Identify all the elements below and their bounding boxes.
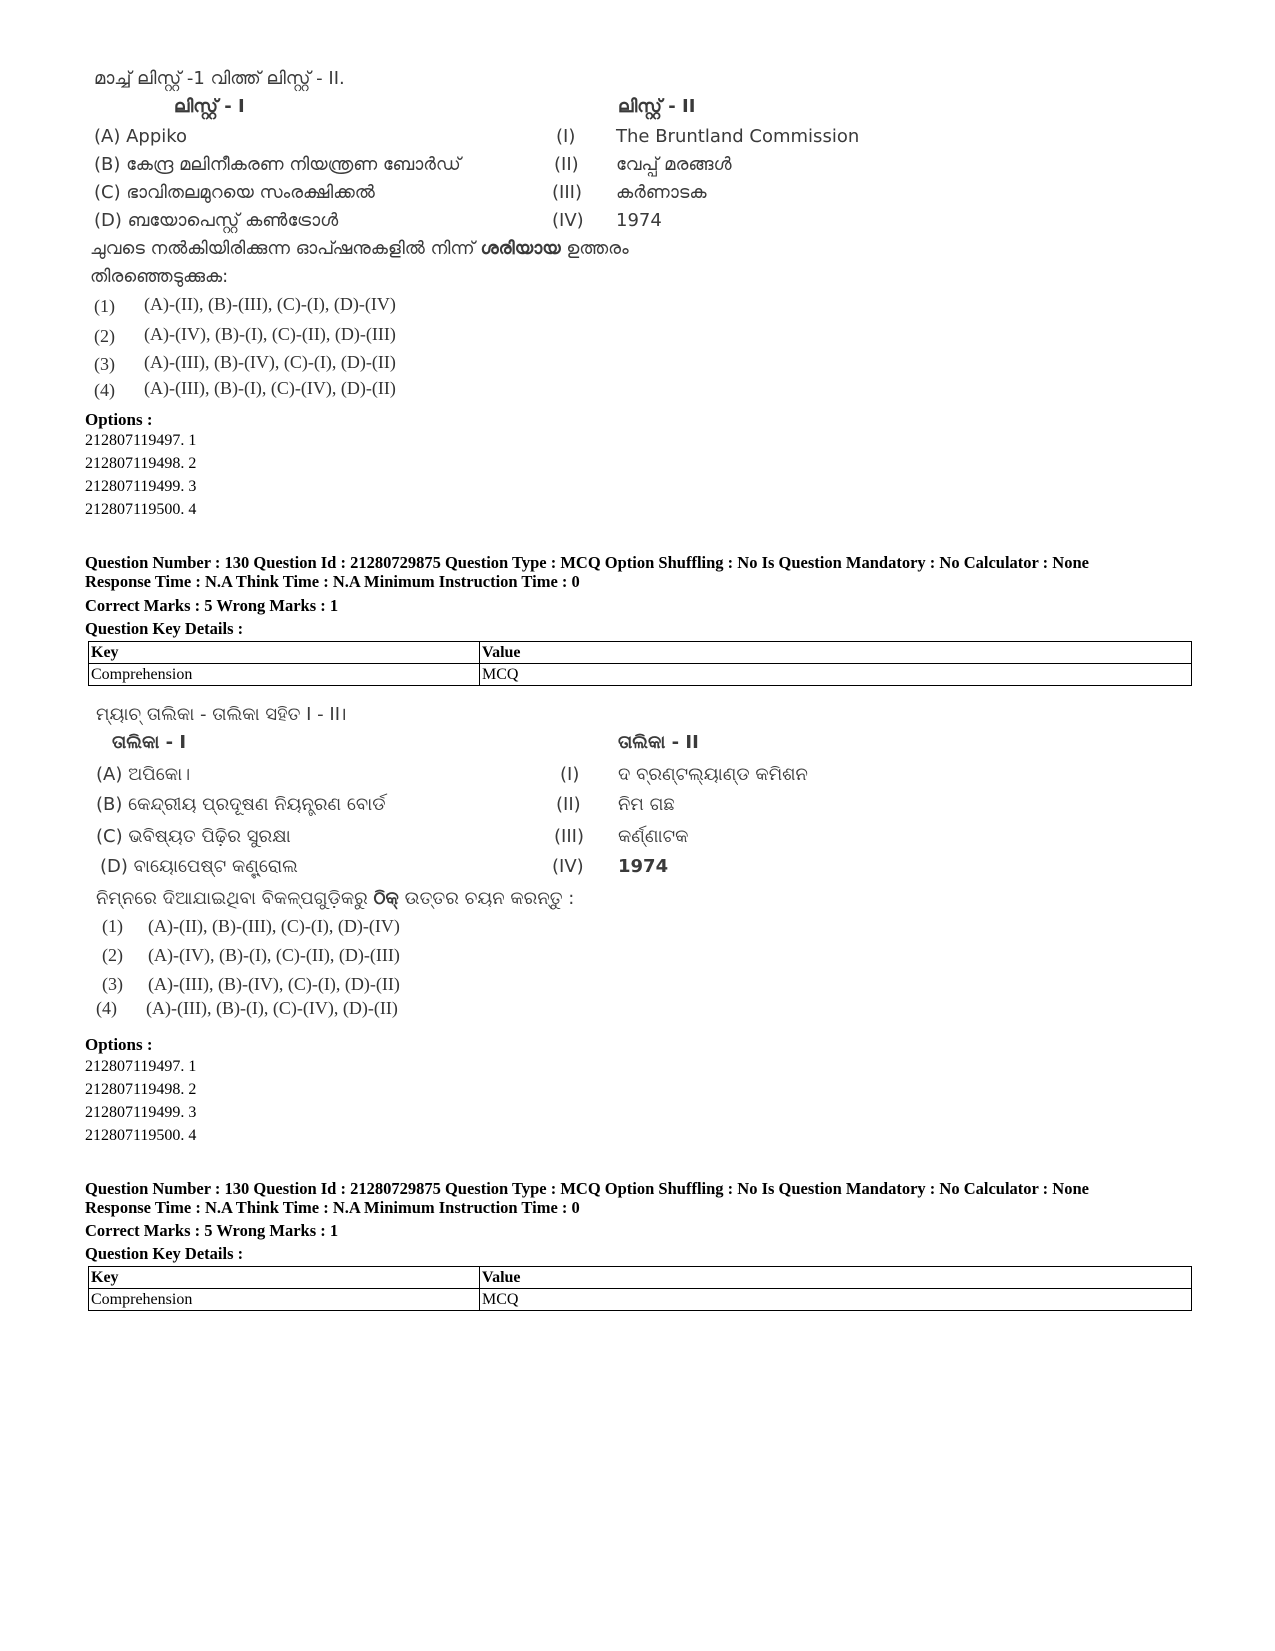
instruction-emphasis: ശരിയായ (480, 238, 561, 259)
question-title: മാച്ച് ലിസ്റ്റ് -1 വിത്ത് ലിസ്റ്റ് - II. (94, 68, 345, 89)
choice-text: (A)-(II), (B)-(III), (C)-(I), (D)-(IV) (148, 916, 400, 936)
list1-header: ലിസ്റ്റ് - I (174, 96, 245, 117)
list1-header: ତାଲିକା - I (112, 732, 187, 753)
table-cell: Comprehension (89, 664, 480, 686)
option-item: 212807119497. 1 (85, 1058, 197, 1075)
table-header-cell: Key (89, 642, 480, 664)
list-row-num: (I) (556, 126, 576, 147)
instruction-text: ഉത്തരം (566, 238, 629, 259)
list-row-right: 1974 (616, 210, 662, 231)
option-item: 212807119499. 3 (85, 1104, 197, 1121)
option-item: 212807119500. 4 (85, 501, 197, 518)
question-key-table (88, 641, 1192, 686)
choice-number: (3) (102, 974, 123, 994)
table-cell: MCQ (480, 664, 1192, 686)
option-item: 212807119498. 2 (85, 1081, 197, 1098)
option-item: 212807119500. 4 (85, 1127, 197, 1144)
table-header-row (89, 1267, 1192, 1289)
choice-text: (A)-(III), (B)-(I), (C)-(IV), (D)-(II) (146, 998, 398, 1018)
choice-number: (2) (94, 326, 115, 346)
choice-number: (3) (94, 354, 115, 374)
list-row-left: (D) ബയോപെസ്റ്റ് കൺട്രോൾ (94, 210, 339, 231)
list-row-num: (III) (552, 182, 582, 203)
list-row-left: (B) കേന്ദ്ര മലിനീകരണ നിയന്ത്രണ ബോർഡ് (94, 154, 461, 175)
options-label: Options : (85, 410, 153, 429)
option-item: 212807119498. 2 (85, 455, 197, 472)
list-row-left: (D) ବାୟୋପେଷ୍ଟ କଣ୍ଟ୍ରୋଲ (100, 856, 298, 877)
question-title: ମ୍ୟାଚ୍ ତାଲିକା - ତାଲିକା ସହିତ I - II। (96, 704, 347, 725)
list-row-right: କର୍ଣ୍ଣାଟକ (618, 826, 689, 847)
choice-text: (A)-(III), (B)-(IV), (C)-(I), (D)-(II) (144, 352, 396, 372)
question-meta-line: Response Time : N.A Think Time : N.A Minimum Instruction Time : 0 (85, 572, 580, 591)
options-label: Options : (85, 1035, 153, 1054)
list-row-left: (C) ഭാവിതലമുറയെ സംരക്ഷിക്കൽ (94, 182, 375, 203)
question-key-details-label: Question Key Details : (85, 1244, 244, 1263)
table-cell: MCQ (480, 1289, 1192, 1311)
question-meta-line: Question Number : 130 Question Id : 21280729875 Question Type : MCQ Option Shuffling : No Is Question Mandatory : No Calculator : None (85, 553, 1089, 572)
choice-text: (A)-(III), (B)-(I), (C)-(IV), (D)-(II) (144, 378, 396, 398)
option-item: 212807119497. 1 (85, 432, 197, 449)
table-row (89, 664, 1192, 686)
choice-text: (A)-(IV), (B)-(I), (C)-(II), (D)-(III) (144, 324, 396, 344)
table-header-cell: Value (480, 642, 1192, 664)
instruction (90, 238, 629, 259)
list-row-right: 1974 (618, 856, 669, 877)
choice-number: (4) (94, 380, 115, 400)
list-row-num: (II) (554, 154, 579, 175)
table-row (89, 1289, 1192, 1311)
choice-text: (A)-(III), (B)-(IV), (C)-(I), (D)-(II) (148, 974, 400, 994)
question-key-details-label: Question Key Details : (85, 619, 244, 638)
list-row-left: (B) କେନ୍ଦ୍ରୀୟ ପ୍ରଦୂଷଣ ନିୟନ୍ତ୍ରଣ ବୋର୍ଡ (96, 794, 386, 815)
question-marks: Correct Marks : 5 Wrong Marks : 1 (85, 1221, 339, 1240)
list-row-num: (I) (560, 764, 580, 785)
list2-header: ତାଲିକା - II (618, 732, 699, 753)
table-cell: Comprehension (89, 1289, 480, 1311)
choice-text: (A)-(II), (B)-(III), (C)-(I), (D)-(IV) (144, 294, 396, 314)
choice-number: (2) (102, 945, 123, 965)
list-row-right: The Bruntland Commission (616, 126, 860, 147)
list-row-right: കർണാടക (616, 182, 707, 203)
list-row-right: വേപ്പ് മരങ്ങൾ (616, 154, 732, 175)
list-row-num: (III) (554, 826, 584, 847)
instruction-text: ചുവടെ നൽകിയിരിക്കുന്ന ഓപ്ഷനുകളിൽ നിന്ന് (90, 238, 475, 259)
question-image-odia (88, 698, 848, 1028)
list-row-num: (IV) (552, 856, 584, 877)
instruction-text: ଉତ୍ତର ଚୟନ କରନ୍ତୁ : (404, 888, 575, 909)
table-header-cell: Key (89, 1267, 480, 1289)
question-image-malayalam (88, 62, 860, 412)
list-row-left: (A) ଅପିକୋ। (96, 764, 191, 785)
list-row-num: (IV) (552, 210, 584, 231)
instruction-emphasis: ଠିକ୍ (373, 888, 399, 909)
list-row-left: (C) ଭବିଷ୍ୟତ ପିଢ଼ିର ସୁରକ୍ଷା (96, 826, 291, 847)
question-meta-line: Response Time : N.A Think Time : N.A Minimum Instruction Time : 0 (85, 1198, 580, 1217)
question-marks: Correct Marks : 5 Wrong Marks : 1 (85, 596, 339, 615)
list-row-right: ନିମ ଗଛ (618, 794, 675, 815)
list-row-num: (II) (556, 794, 581, 815)
list2-header: ലിസ്റ്റ് - II (618, 96, 696, 117)
instruction-cont: തിരഞ്ഞെടുക്കുക: (90, 266, 229, 287)
choice-number: (4) (96, 998, 117, 1018)
choice-text: (A)-(IV), (B)-(I), (C)-(II), (D)-(III) (148, 945, 400, 965)
choice-number: (1) (102, 916, 123, 936)
instruction-text: ନିମ୍ନରେ ଦିଆଯାଇଥିବା ବିକଳ୍ପଗୁଡ଼ିକରୁ (96, 888, 368, 909)
table-header-row (89, 642, 1192, 664)
question-key-table (88, 1266, 1192, 1311)
option-item: 212807119499. 3 (85, 478, 197, 495)
question-meta-line: Question Number : 130 Question Id : 21280729875 Question Type : MCQ Option Shuffling : No Is Question Mandatory : No Calculator : None (85, 1179, 1089, 1198)
instruction (96, 888, 574, 909)
list-row-left: (A) Appiko (94, 126, 188, 147)
list-row-right: ଦ ବ୍ରଣ୍ଟଲ୍ୟାଣ୍ଡ କମିଶନ (618, 764, 808, 785)
choice-number: (1) (94, 296, 115, 316)
table-header-cell: Value (480, 1267, 1192, 1289)
